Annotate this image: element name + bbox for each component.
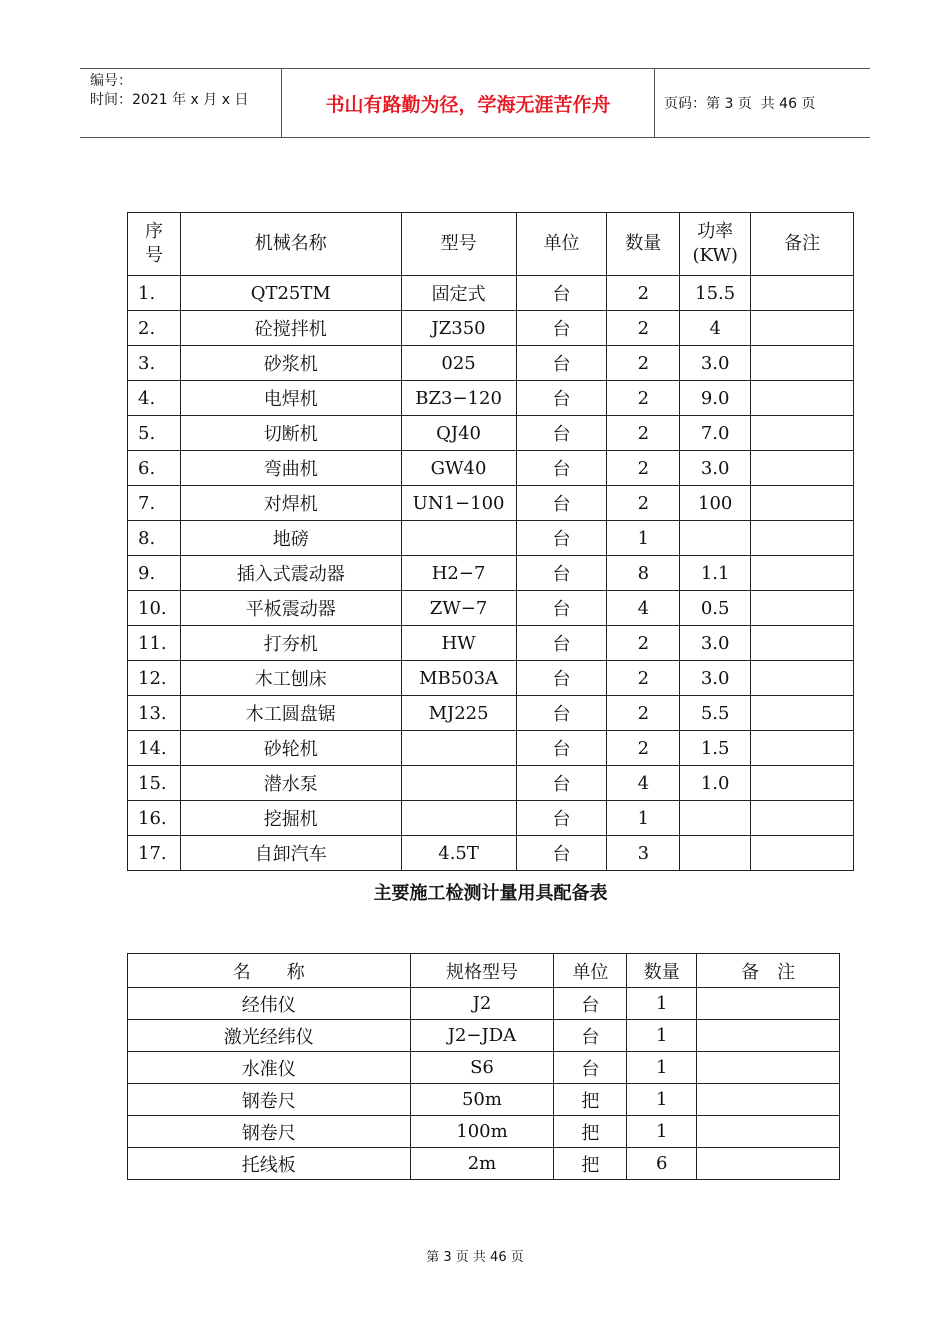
- table-row: [128, 1020, 840, 1052]
- cell-no: 8.: [128, 521, 181, 556]
- cell-power: 5.5: [680, 696, 751, 731]
- cell-model: BZ3−120: [401, 381, 516, 416]
- cell-unit: 台: [516, 836, 607, 871]
- cell-power: [680, 836, 751, 871]
- cell-power: 4: [680, 311, 751, 346]
- cell-power: [680, 521, 751, 556]
- machinery-table: [127, 212, 854, 871]
- cell-qty: 2: [607, 346, 680, 381]
- page-info-text: 页码：第 3 页 共 46 页: [664, 96, 816, 112]
- col-header-model: 型号: [401, 213, 516, 276]
- table-row: [128, 1116, 840, 1148]
- table-row: [128, 556, 854, 591]
- cell-remark: [751, 766, 854, 801]
- cell-qty: 6: [627, 1148, 697, 1180]
- cell-unit: 把: [554, 1084, 627, 1116]
- cell-name: 钢卷尺: [128, 1084, 411, 1116]
- cell-name: 平板震动器: [180, 591, 401, 626]
- table-row: [128, 276, 854, 311]
- cell-unit: 台: [554, 1052, 627, 1084]
- cell-qty: 2: [607, 311, 680, 346]
- cell-qty: 2: [607, 381, 680, 416]
- cell-remark: [751, 381, 854, 416]
- col-header-no: 序 号: [128, 213, 181, 276]
- table-row: [128, 451, 854, 486]
- header-meta: [80, 69, 282, 137]
- instrument-table-body: [128, 988, 840, 1180]
- cell-model: UN1−100: [401, 486, 516, 521]
- cell-qty: 2: [607, 696, 680, 731]
- col-header-instrument-unit: 单位: [554, 954, 627, 988]
- cell-unit: 台: [516, 451, 607, 486]
- cell-name: 砂浆机: [180, 346, 401, 381]
- cell-power: 100: [680, 486, 751, 521]
- cell-remark: [697, 988, 840, 1020]
- cell-no: 10.: [128, 591, 181, 626]
- table-row: [128, 696, 854, 731]
- table-row: [128, 801, 854, 836]
- instrument-table-header: [128, 954, 840, 988]
- cell-qty: 2: [607, 626, 680, 661]
- cell-unit: 台: [516, 801, 607, 836]
- cell-unit: 台: [554, 1020, 627, 1052]
- cell-qty: 4: [607, 591, 680, 626]
- cell-name: 切断机: [180, 416, 401, 451]
- cell-no: 12.: [128, 661, 181, 696]
- col-header-instrument-name: 名 称: [128, 954, 411, 988]
- cell-unit: 台: [516, 696, 607, 731]
- cell-unit: 台: [516, 276, 607, 311]
- cell-unit: 台: [516, 416, 607, 451]
- col-header-qty: 数量: [607, 213, 680, 276]
- cell-power: 1.1: [680, 556, 751, 591]
- cell-spec: J2: [410, 988, 554, 1020]
- cell-power: [680, 801, 751, 836]
- cell-model: [401, 731, 516, 766]
- header-motto: 书山有路勤为径，学海无涯苦作舟: [282, 69, 655, 137]
- table-row: [128, 626, 854, 661]
- col-header-instrument-qty: 数量: [627, 954, 697, 988]
- document-number-label: 编号：: [90, 73, 132, 89]
- cell-remark: [751, 311, 854, 346]
- cell-model: 025: [401, 346, 516, 381]
- cell-qty: 1: [627, 1020, 697, 1052]
- cell-model: MB503A: [401, 661, 516, 696]
- cell-qty: 1: [607, 801, 680, 836]
- cell-remark: [697, 1020, 840, 1052]
- cell-no: 7.: [128, 486, 181, 521]
- cell-no: 5.: [128, 416, 181, 451]
- cell-name: 激光经纬仪: [128, 1020, 411, 1052]
- cell-name: 对焊机: [180, 486, 401, 521]
- cell-name: 砂轮机: [180, 731, 401, 766]
- cell-model: [401, 766, 516, 801]
- cell-power: 3.0: [680, 451, 751, 486]
- cell-power: 9.0: [680, 381, 751, 416]
- cell-remark: [751, 276, 854, 311]
- cell-name: 经伟仪: [128, 988, 411, 1020]
- cell-no: 14.: [128, 731, 181, 766]
- page-header: [80, 68, 870, 138]
- cell-unit: 台: [516, 556, 607, 591]
- document-date: 时间：2021 年 x 月 x 日: [90, 92, 249, 108]
- col-header-power: 功率 (KW): [680, 213, 751, 276]
- cell-remark: [751, 451, 854, 486]
- cell-spec: 50m: [410, 1084, 554, 1116]
- instrument-table-caption: 主要施工检测计量用具配备表: [373, 883, 608, 904]
- cell-remark: [751, 556, 854, 591]
- cell-remark: [751, 486, 854, 521]
- cell-no: 11.: [128, 626, 181, 661]
- cell-model: HW: [401, 626, 516, 661]
- cell-qty: 2: [607, 731, 680, 766]
- cell-power: 1.0: [680, 766, 751, 801]
- cell-name: 电焊机: [180, 381, 401, 416]
- cell-name: 挖掘机: [180, 801, 401, 836]
- table-row: [128, 591, 854, 626]
- col-header-remark: 备注: [751, 213, 854, 276]
- cell-model: JZ350: [401, 311, 516, 346]
- cell-no: 13.: [128, 696, 181, 731]
- cell-remark: [751, 521, 854, 556]
- cell-remark: [751, 591, 854, 626]
- cell-remark: [751, 661, 854, 696]
- cell-remark: [751, 836, 854, 871]
- cell-unit: 把: [554, 1148, 627, 1180]
- table-row: [128, 1052, 840, 1084]
- cell-spec: 2m: [410, 1148, 554, 1180]
- cell-remark: [751, 416, 854, 451]
- cell-qty: 2: [607, 276, 680, 311]
- cell-model: ZW−7: [401, 591, 516, 626]
- cell-unit: 台: [516, 591, 607, 626]
- cell-name: 地磅: [180, 521, 401, 556]
- cell-unit: 台: [516, 661, 607, 696]
- table-row: [128, 486, 854, 521]
- cell-name: 潜水泵: [180, 766, 401, 801]
- table-row: [128, 731, 854, 766]
- cell-spec: 100m: [410, 1116, 554, 1148]
- cell-remark: [751, 696, 854, 731]
- cell-remark: [697, 1084, 840, 1116]
- cell-qty: 3: [607, 836, 680, 871]
- header-page-info: [654, 69, 870, 137]
- cell-qty: 1: [607, 521, 680, 556]
- cell-name: 砼搅拌机: [180, 311, 401, 346]
- cell-qty: 4: [607, 766, 680, 801]
- table-row: [128, 521, 854, 556]
- cell-name: 水准仪: [128, 1052, 411, 1084]
- table-row: [128, 416, 854, 451]
- cell-remark: [751, 346, 854, 381]
- table-row: [128, 766, 854, 801]
- cell-no: 3.: [128, 346, 181, 381]
- cell-power: 3.0: [680, 346, 751, 381]
- cell-name: 打夯机: [180, 626, 401, 661]
- table-row: [128, 311, 854, 346]
- cell-qty: 1: [627, 988, 697, 1020]
- table-row: [128, 1148, 840, 1180]
- cell-no: 15.: [128, 766, 181, 801]
- cell-no: 17.: [128, 836, 181, 871]
- cell-no: 6.: [128, 451, 181, 486]
- col-header-unit: 单位: [516, 213, 607, 276]
- cell-qty: 2: [607, 451, 680, 486]
- table-row: [128, 836, 854, 871]
- cell-power: 0.5: [680, 591, 751, 626]
- cell-model: MJ225: [401, 696, 516, 731]
- cell-remark: [697, 1052, 840, 1084]
- cell-qty: 2: [607, 661, 680, 696]
- cell-unit: 台: [516, 626, 607, 661]
- cell-qty: 1: [627, 1116, 697, 1148]
- cell-model: 固定式: [401, 276, 516, 311]
- cell-unit: 台: [516, 381, 607, 416]
- cell-model: GW40: [401, 451, 516, 486]
- cell-model: 4.5T: [401, 836, 516, 871]
- cell-model: QJ40: [401, 416, 516, 451]
- cell-remark: [751, 731, 854, 766]
- col-header-spec: 规格型号: [410, 954, 554, 988]
- cell-name: 自卸汽车: [180, 836, 401, 871]
- cell-power: 3.0: [680, 661, 751, 696]
- cell-unit: 台: [516, 731, 607, 766]
- cell-unit: 台: [516, 486, 607, 521]
- table-row: [128, 1084, 840, 1116]
- cell-qty: 2: [607, 486, 680, 521]
- cell-spec: S6: [410, 1052, 554, 1084]
- cell-model: H2−7: [401, 556, 516, 591]
- cell-spec: J2−JDA: [410, 1020, 554, 1052]
- machinery-table-header: [128, 213, 854, 276]
- cell-remark: [751, 801, 854, 836]
- cell-no: 2.: [128, 311, 181, 346]
- cell-name: 插入式震动器: [180, 556, 401, 591]
- table-row: [128, 988, 840, 1020]
- cell-qty: 1: [627, 1052, 697, 1084]
- instrument-table: [127, 953, 840, 1180]
- col-header-instrument-remark: 备 注: [697, 954, 840, 988]
- cell-model: [401, 801, 516, 836]
- cell-unit: 把: [554, 1116, 627, 1148]
- cell-no: 9.: [128, 556, 181, 591]
- table-row: [128, 346, 854, 381]
- cell-qty: 2: [607, 416, 680, 451]
- cell-name: 钢卷尺: [128, 1116, 411, 1148]
- cell-qty: 8: [607, 556, 680, 591]
- cell-remark: [697, 1116, 840, 1148]
- cell-name: 木工圆盘锯: [180, 696, 401, 731]
- machinery-table-body: [128, 276, 854, 871]
- cell-model: [401, 521, 516, 556]
- cell-unit: 台: [554, 988, 627, 1020]
- cell-no: 4.: [128, 381, 181, 416]
- cell-no: 1.: [128, 276, 181, 311]
- cell-unit: 台: [516, 766, 607, 801]
- cell-remark: [751, 626, 854, 661]
- cell-no: 16.: [128, 801, 181, 836]
- cell-unit: 台: [516, 521, 607, 556]
- col-header-name: 机械名称: [180, 213, 401, 276]
- cell-power: 3.0: [680, 626, 751, 661]
- table-row: [128, 661, 854, 696]
- cell-name: 木工刨床: [180, 661, 401, 696]
- cell-qty: 1: [627, 1084, 697, 1116]
- cell-unit: 台: [516, 311, 607, 346]
- cell-power: 1.5: [680, 731, 751, 766]
- table-row: [128, 381, 854, 416]
- cell-name: 弯曲机: [180, 451, 401, 486]
- cell-remark: [697, 1148, 840, 1180]
- cell-name: QT25TM: [180, 276, 401, 311]
- cell-name: 托线板: [128, 1148, 411, 1180]
- cell-power: 15.5: [680, 276, 751, 311]
- page-footer: 第 3 页 共 46 页: [426, 1250, 524, 1265]
- cell-power: 7.0: [680, 416, 751, 451]
- cell-unit: 台: [516, 346, 607, 381]
